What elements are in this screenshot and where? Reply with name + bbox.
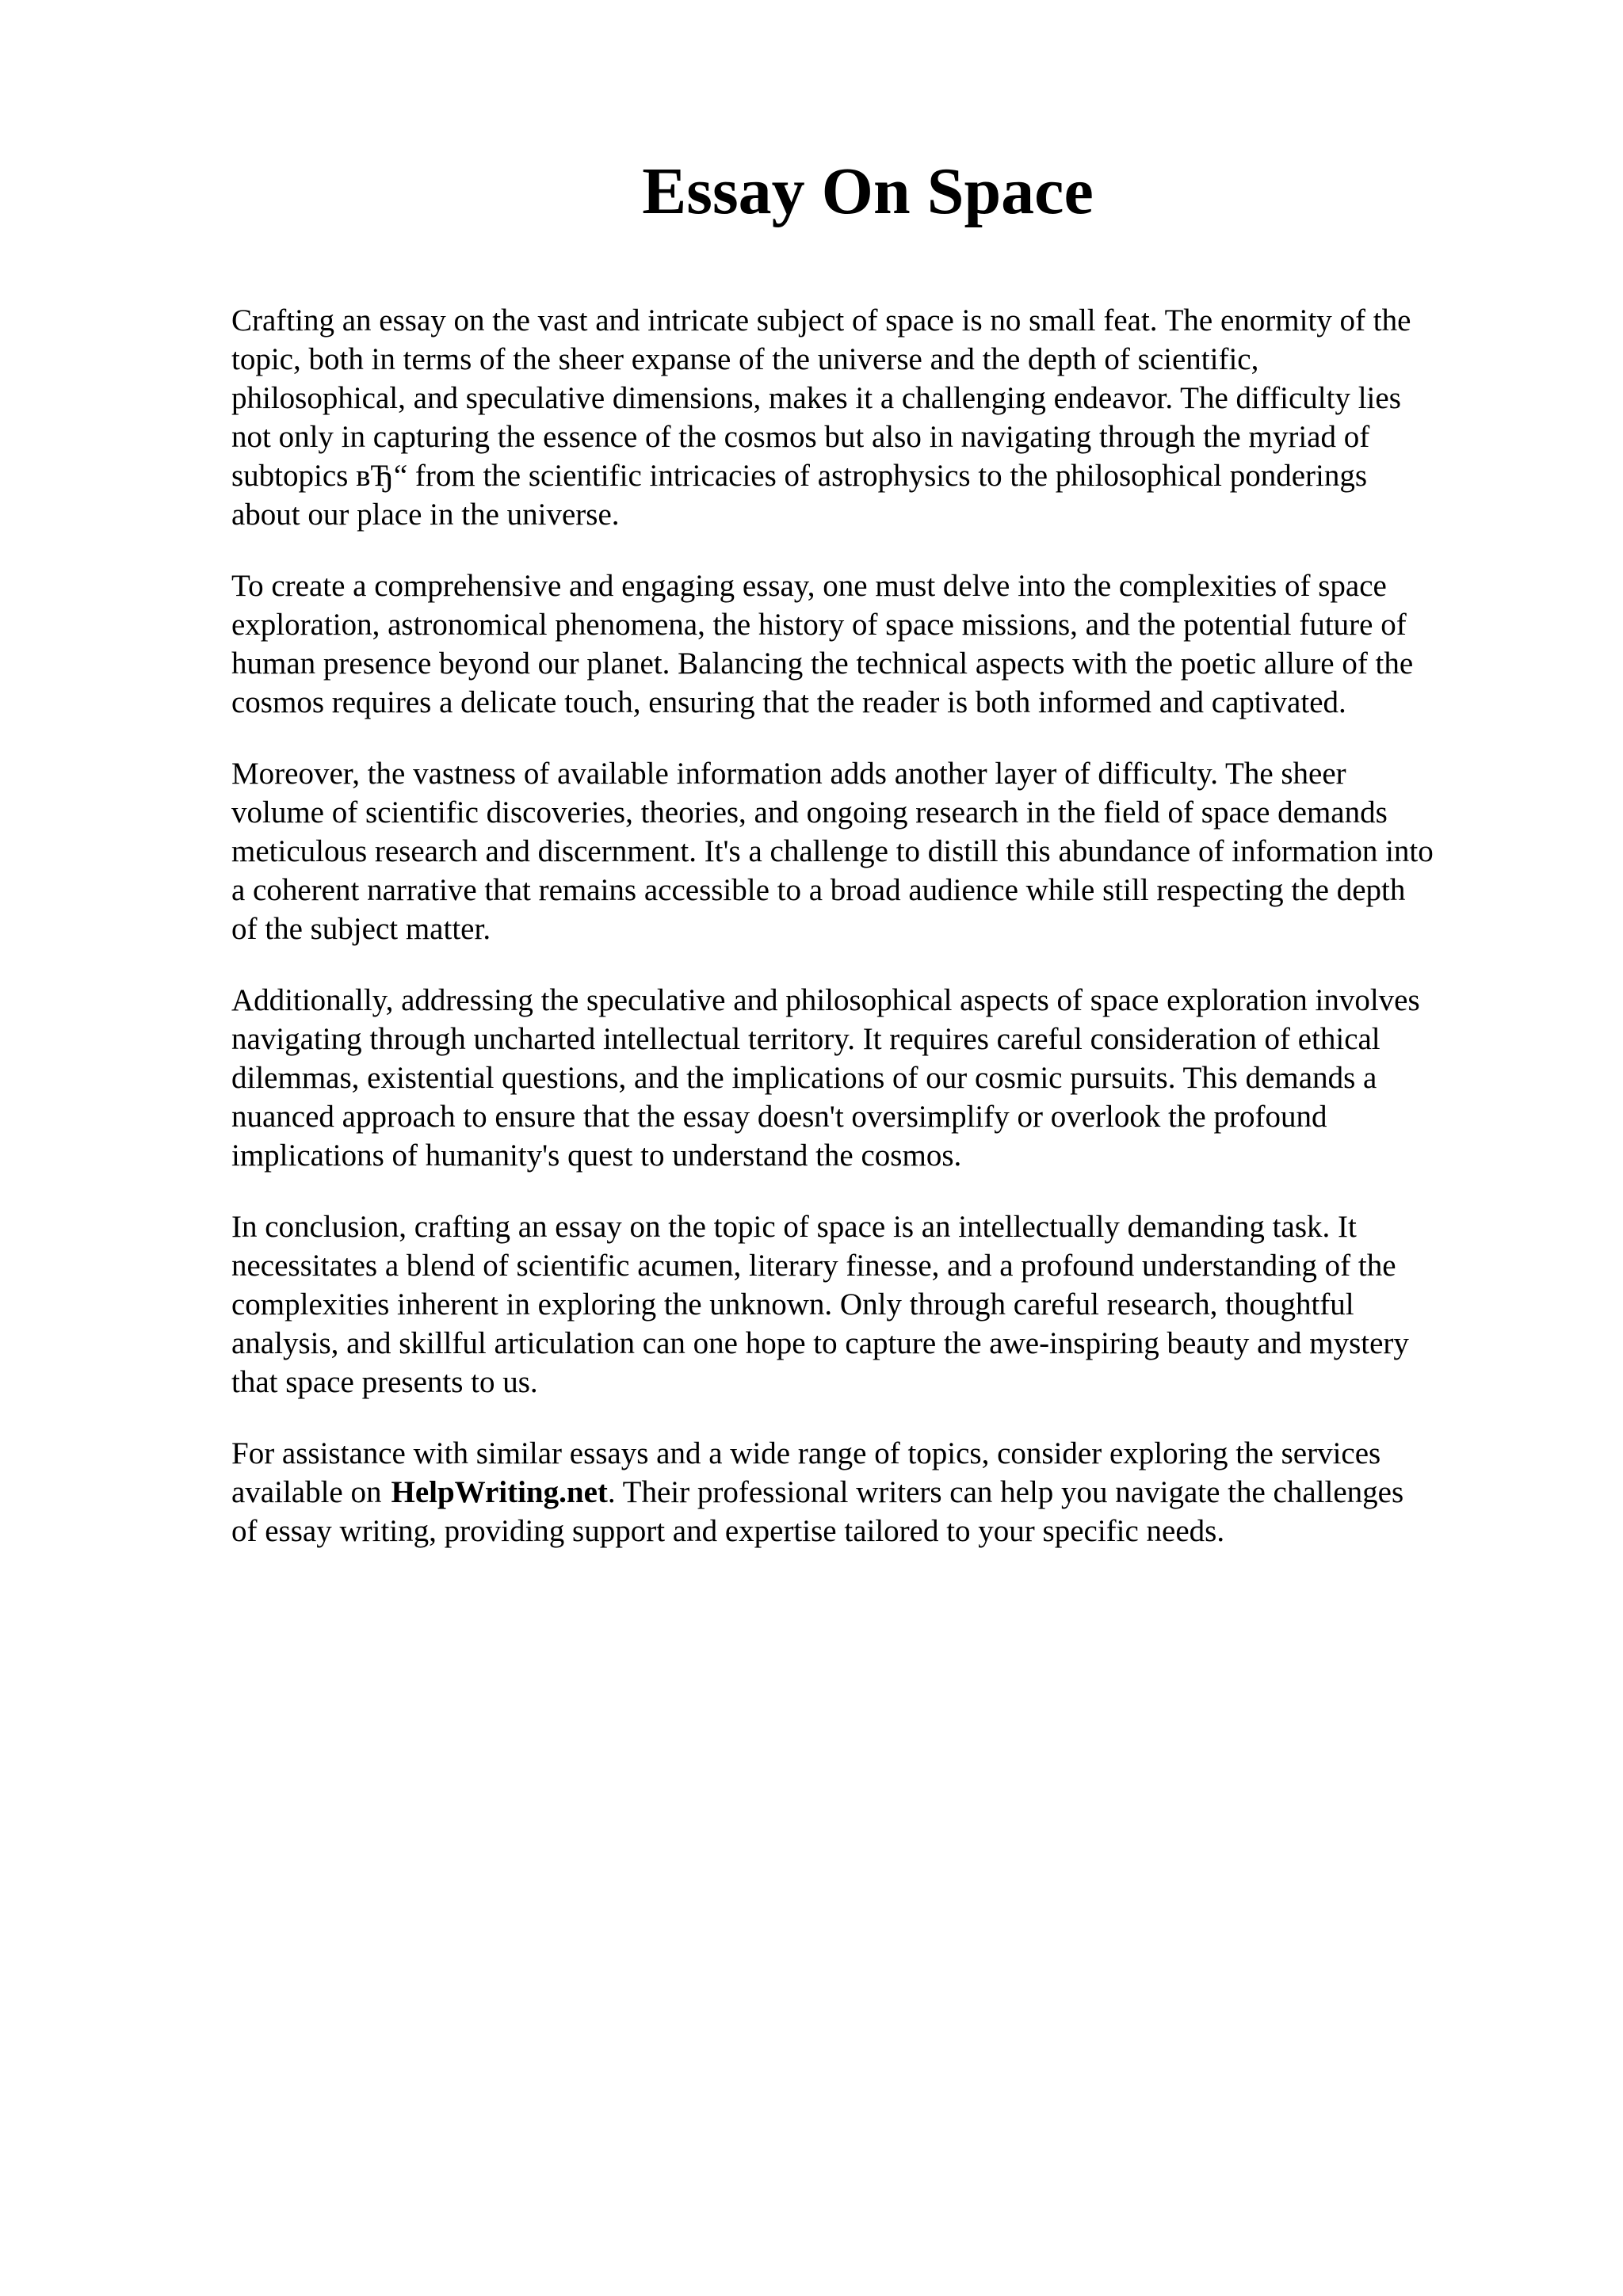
- paragraph-line: Crafting an essay on the vast and intricate subject of space is no small feat. The enormity of the: [231, 303, 1411, 338]
- paragraph-line: exploration, astronomical phenomena, the history of space missions, and the potential future of: [231, 608, 1407, 642]
- paragraph-line: navigating through uncharted intellectual territory. It requires careful consideration of ethical: [231, 1022, 1381, 1056]
- paragraph-line: Moreover, the vastness of available information adds another layer of difficulty. The sheer: [231, 757, 1346, 791]
- paragraph-line: of the subject matter.: [231, 912, 491, 946]
- paragraph-line: Additionally, addressing the speculative and philosophical aspects of space exploration involves: [231, 983, 1420, 1017]
- page-title: Essay On Space: [642, 154, 1094, 228]
- paragraph-line: In conclusion, crafting an essay on the topic of space is an intellectually demanding task. It: [231, 1210, 1357, 1244]
- paragraph-line: human presence beyond our planet. Balancing the technical aspects with the poetic allure of the: [231, 646, 1414, 681]
- paragraph-line: subtopics вЂ“ from the scientific intricacies of astrophysics to the philosophical ponderings: [231, 459, 1368, 493]
- closing-text-before-brand: available on: [231, 1475, 382, 1509]
- paragraph-line: complexities inherent in exploring the unknown. Only through careful research, thoughtful: [231, 1287, 1354, 1322]
- paragraph-line: To create a comprehensive and engaging essay, one must delve into the complexities of space: [231, 569, 1387, 603]
- paragraph-2: [231, 566, 1531, 722]
- closing-text-after-brand: . Their professional writers can help you navigate the challenges: [607, 1475, 1404, 1509]
- paragraph-1: [231, 301, 1531, 534]
- paragraph-line: dilemmas, existential questions, and the implications of our cosmic pursuits. This demands a: [231, 1061, 1377, 1095]
- essay-body: [231, 301, 1531, 1583]
- paragraph-line: that space presents to us.: [231, 1365, 538, 1399]
- paragraph-5: [231, 1207, 1531, 1402]
- paragraph-line: nuanced approach to ensure that the essay doesn't oversimplify or overlook the profound: [231, 1100, 1327, 1134]
- paragraph-line: philosophical, and speculative dimensions, makes it a challenging endeavor. The difficulty lies: [231, 381, 1401, 415]
- closing-line: For assistance with similar essays and a wide range of topics, consider exploring the services: [231, 1436, 1381, 1470]
- paragraph-line: volume of scientific discoveries, theories, and ongoing research in the field of space demands: [231, 795, 1388, 830]
- paragraph-4: [231, 981, 1531, 1175]
- paragraph-line: analysis, and skillful articulation can one hope to capture the awe-inspiring beauty and mystery: [231, 1326, 1409, 1360]
- paragraph-3: [231, 754, 1531, 948]
- paragraph-line: about our place in the universe.: [231, 498, 620, 532]
- paragraph-line: cosmos requires a delicate touch, ensuring that the reader is both informed and captivated.: [231, 685, 1346, 719]
- paragraph-line: necessitates a blend of scientific acumen, literary finesse, and a profound understanding of the: [231, 1249, 1396, 1283]
- paragraph-line: a coherent narrative that remains accessible to a broad audience while still respecting the depth: [231, 873, 1406, 907]
- closing-line: of essay writing, providing support and expertise tailored to your specific needs.: [231, 1514, 1225, 1548]
- helpwriting-brand-link[interactable]: HelpWriting.net: [391, 1475, 608, 1509]
- paragraph-line: meticulous research and discernment. It's a challenge to distill this abundance of information into: [231, 834, 1434, 868]
- paragraph-line: implications of humanity's quest to understand the cosmos.: [231, 1138, 962, 1173]
- paragraph-line: not only in capturing the essence of the cosmos but also in navigating through the myriad of: [231, 420, 1370, 454]
- closing-paragraph: [231, 1434, 1531, 1550]
- closing-line: [231, 1473, 1531, 1512]
- paragraph-line: topic, both in terms of the sheer expanse of the universe and the depth of scientific,: [231, 342, 1259, 376]
